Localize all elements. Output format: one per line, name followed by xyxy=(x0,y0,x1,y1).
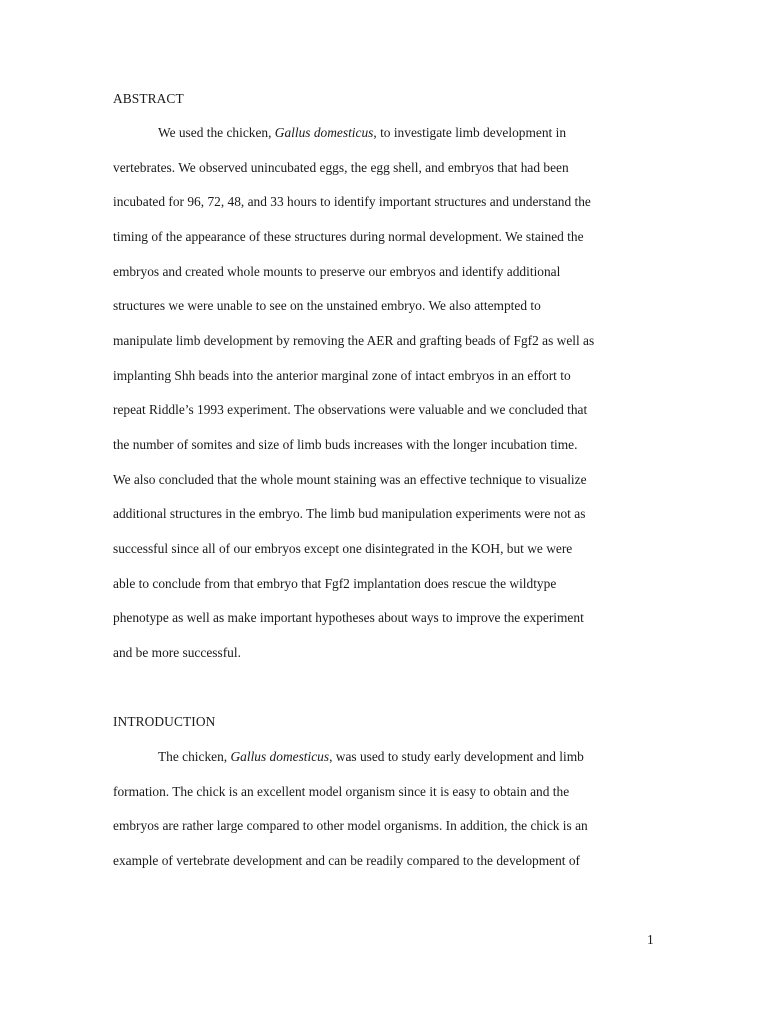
abstract-line xyxy=(113,472,587,488)
text-run: manipulate limb development by removing the AER and grafting beads of Fgf2 as well as xyxy=(113,333,595,349)
abstract-line xyxy=(113,437,577,453)
introduction-line xyxy=(158,749,584,765)
abstract-line xyxy=(113,610,584,626)
introduction-line xyxy=(113,784,569,800)
abstract-line xyxy=(113,229,584,245)
introduction-line xyxy=(113,818,588,834)
abstract-line xyxy=(113,333,594,349)
text-run: repeat Riddle’s 1993 experiment. The observations were valuable and we concluded that xyxy=(113,402,588,418)
abstract-line xyxy=(113,506,585,522)
text-run: and be more successful. xyxy=(113,645,241,661)
text-run: formation. The chick is an excellent model organism since it is easy to obtain and the xyxy=(113,783,570,799)
introduction-line xyxy=(113,853,580,869)
abstract-line xyxy=(113,194,591,210)
text-run: , was used to study early development and limb xyxy=(329,749,584,764)
text-run: structures we were unable to see on the unstained embryo. We also attempted to xyxy=(113,298,541,314)
text-run: phenotype as well as make important hypotheses about ways to improve the experiment xyxy=(113,610,584,626)
text-run: , to investigate limb development in xyxy=(373,125,567,140)
text-run: successful since all of our embryos except one disintegrated in the KOH, but we were xyxy=(113,541,573,557)
abstract-line xyxy=(113,576,556,592)
text-run: implanting Shh beads into the anterior marginal zone of intact embryos in an effort to xyxy=(113,367,571,383)
text-run: able to conclude from that embryo that Fgf2 implantation does rescue the wildtype xyxy=(113,575,557,591)
text-run: vertebrates. We observed unincubated eggs, the egg shell, and embryos that had been xyxy=(113,159,569,175)
abstract-line xyxy=(113,645,241,661)
abstract-line xyxy=(113,298,541,314)
text-run: additional structures in the embryo. The limb bud manipulation experiments were not as xyxy=(113,506,586,522)
abstract-line xyxy=(158,125,566,141)
text-run: the number of somites and size of limb buds increases with the longer incubation time. xyxy=(113,437,578,453)
text-run: example of vertebrate development and can be readily compared to the development of xyxy=(113,853,580,868)
text-run: We used the chicken, xyxy=(158,125,275,140)
abstract-line xyxy=(113,368,571,384)
species-name: Gallus domesticus xyxy=(274,125,374,140)
text-run: embryos are rather large compared to other model organisms. In addition, the chick is an xyxy=(113,818,588,834)
abstract-heading: ABSTRACT xyxy=(113,91,184,106)
text-run: The chicken, xyxy=(158,749,231,764)
abstract-line xyxy=(113,541,572,557)
abstract-line xyxy=(113,264,560,280)
abstract-line xyxy=(113,160,569,176)
text-run: incubated for 96, 72, 48, and 33 hours to identify important structures and understand the xyxy=(113,194,591,210)
text-run: We also concluded that the whole mount staining was an effective technique to visualize xyxy=(113,471,587,487)
abstract-line xyxy=(113,402,587,418)
text-run: embryos and created whole mounts to preserve our embryos and identify additional xyxy=(113,263,561,279)
text-run: timing of the appearance of these structures during normal development. We stained the xyxy=(113,229,584,244)
page-number: 1 xyxy=(647,932,654,947)
introduction-heading: INTRODUCTION xyxy=(113,714,216,729)
species-name: Gallus domesticus xyxy=(230,749,330,764)
